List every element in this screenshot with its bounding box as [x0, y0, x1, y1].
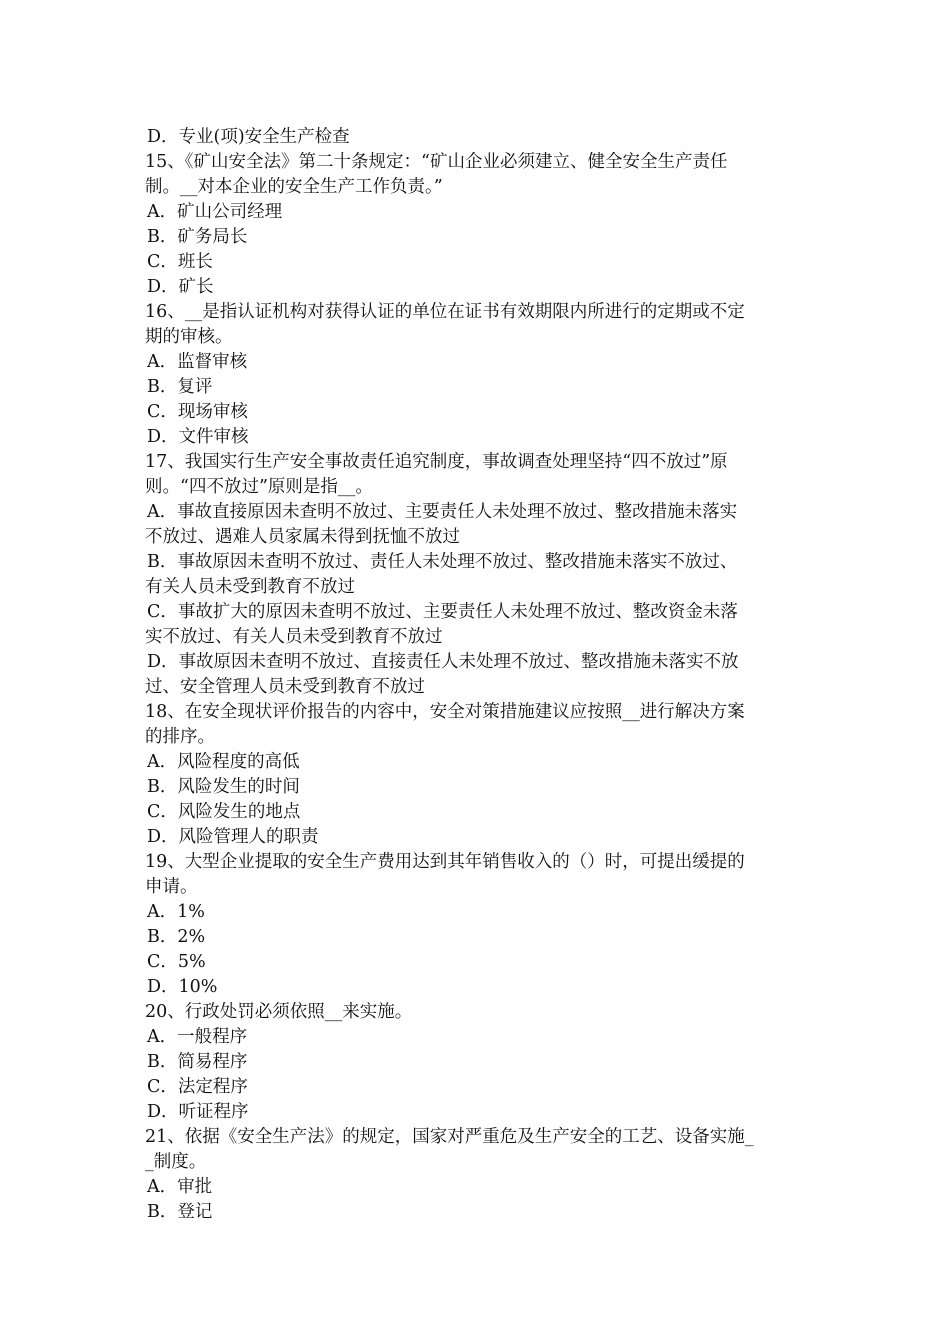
option-line: D．专业(项)安全生产检查 [147, 127, 350, 147]
option-line: D．事故原因未查明不放过、直接责任人未处理不放过、整改措施未落实不放 [147, 652, 739, 672]
question-line: _制度。 [145, 1152, 207, 1172]
option-line: A．监督审核 [147, 352, 248, 372]
question-line: 16、__是指认证机构对获得认证的单位在证书有效期限内所进行的定期或不定 [145, 302, 745, 322]
option-line: C．事故扩大的原因未查明不放过、主要责任人未处理不放过、整改资金未落 [147, 602, 738, 622]
option-line: B．风险发生的时间 [147, 777, 300, 797]
option-line: A．一般程序 [147, 1027, 248, 1047]
option-line: C．现场审核 [147, 402, 248, 422]
option-line: A．审批 [147, 1177, 213, 1197]
question-line: 制。__对本企业的安全生产工作负责。” [145, 177, 443, 197]
option-line: B．事故原因未查明不放过、责任人未处理不放过、整改措施未落实不放过、 [147, 552, 738, 572]
question-line: 18、在安全现状评价报告的内容中，安全对策措施建议应按照__进行解决方案 [145, 702, 745, 722]
question-line: 期的审核。 [145, 327, 233, 347]
option-line: D．风险管理人的职责 [147, 827, 319, 847]
option-line: D．听证程序 [147, 1102, 249, 1122]
question-line: 20、行政处罚必须依照__来实施。 [145, 1002, 413, 1022]
option-line: C．风险发生的地点 [147, 802, 301, 822]
option-line: C．班长 [147, 252, 213, 272]
question-line: 21、依据《安全生产法》的规定，国家对严重危及生产安全的工艺、设备实施_ [145, 1127, 754, 1147]
option-line: A．矿山公司经理 [147, 202, 283, 222]
option-line: C．5% [147, 952, 206, 972]
option-line: B．2% [147, 927, 206, 947]
option-line: B．登记 [147, 1202, 213, 1222]
option-line: B．矿务局长 [147, 227, 248, 247]
option-continuation-line: 实不放过、有关人员未受到教育不放过 [145, 627, 443, 647]
option-line: B．复评 [147, 377, 213, 397]
option-line: A．风险程度的高低 [147, 752, 300, 772]
question-line: 19、大型企业提取的安全生产费用达到其年销售收入的（）时，可提出缓提的 [145, 852, 745, 872]
option-line: C．法定程序 [147, 1077, 248, 1097]
question-line: 的排序。 [145, 727, 215, 747]
question-line: 申请。 [145, 877, 198, 897]
option-continuation-line: 过、安全管理人员未受到教育不放过 [145, 677, 425, 697]
option-line: A．1% [147, 902, 205, 922]
question-line: 则。“四不放过”原则是指__。 [145, 477, 373, 497]
document-body [145, 125, 810, 1225]
question-line: 15、《矿山安全法》第二十条规定：“矿山企业必须建立、健全安全生产责任 [145, 152, 728, 172]
option-line: D．矿长 [147, 277, 214, 297]
option-continuation-line: 有关人员未受到教育不放过 [145, 577, 355, 597]
option-line: B．简易程序 [147, 1052, 248, 1072]
option-continuation-line: 不放过、遇难人员家属未得到抚恤不放过 [145, 527, 460, 547]
option-line: A．事故直接原因未查明不放过、主要责任人未处理不放过、整改措施未落实 [147, 502, 738, 522]
option-line: D．10% [147, 977, 218, 997]
option-line: D．文件审核 [147, 427, 249, 447]
question-line: 17、我国实行生产安全事故责任追究制度，事故调查处理坚持“四不放过”原 [145, 452, 728, 472]
